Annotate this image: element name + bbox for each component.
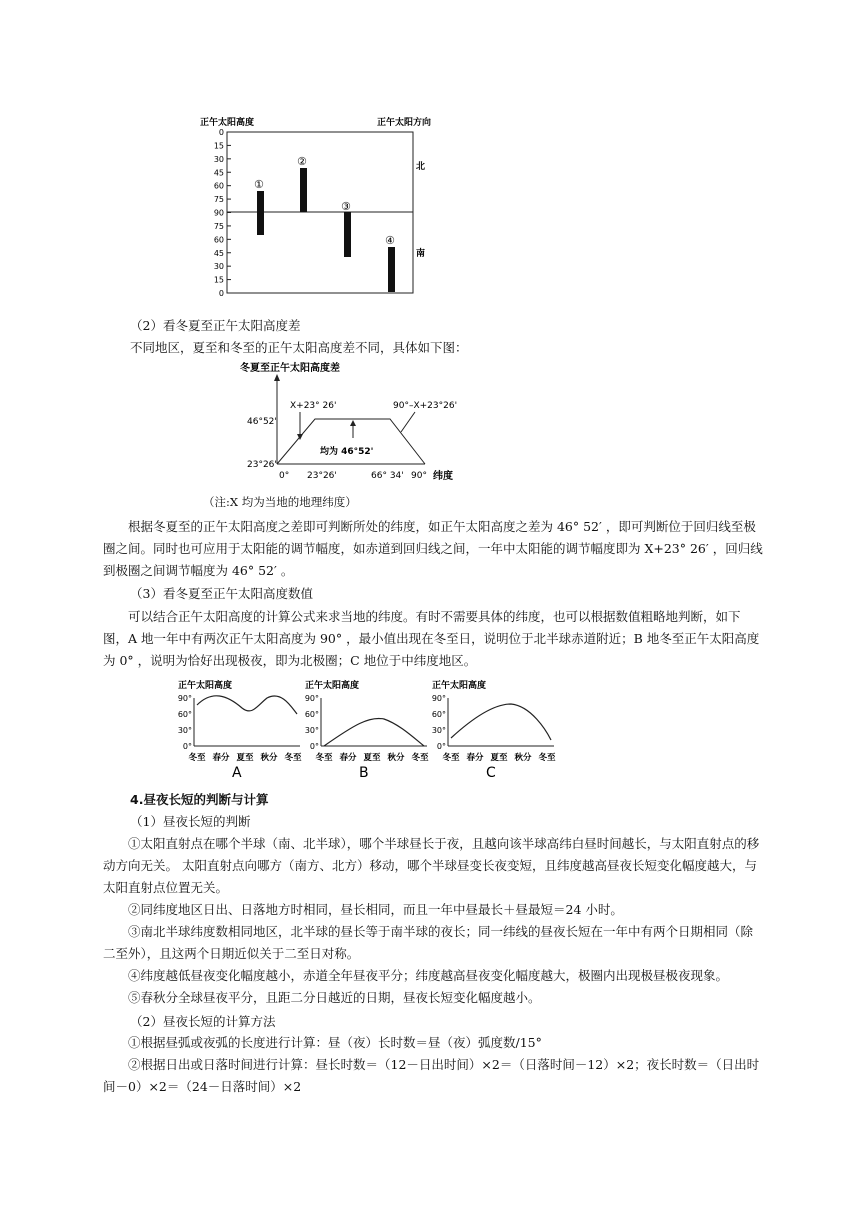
fig1-tick-label: 15 xyxy=(213,275,224,285)
fig3-panel-name: B xyxy=(359,765,369,780)
section2-heading: （2）看冬夏至正午太阳高度差 xyxy=(130,318,301,333)
fig1-bar-4-label: ④ xyxy=(385,234,395,247)
fig2-ytick-top: 46°52' xyxy=(247,417,277,427)
figure-solstice-altitude-difference xyxy=(235,358,495,490)
paragraph-solstice-difference-text: 根据冬夏至的正午太阳高度之差即可判断所处的纬度，如正午太阳高度之差为 46° 52′ ，即可判断位于回归线至极圈之间。同时也可应用于太阳能的调节幅度，如赤道到回归线之间，一年中太阳能的调节幅度即为 X+23° 26′ ，回归线到极圈之间调节幅度为 46° 52′ 。 xyxy=(103,519,763,578)
fig3-xtick: 冬至 xyxy=(442,753,460,763)
fig3-panel-name: A xyxy=(232,765,242,780)
fig3-xtick: 冬至 xyxy=(315,753,333,763)
item-4-text: ④纬度越低昼夜变化幅度越小，赤道全年昼夜平分；纬度越高昼夜变化幅度越大，极圈内出现极昼极夜现象。 xyxy=(128,968,729,983)
paragraph-solstice-values xyxy=(103,606,763,672)
item-5 xyxy=(103,987,763,1009)
fig1-bar-2 xyxy=(300,168,307,212)
fig3-ytick: 0° xyxy=(436,742,446,751)
fig1-tick-label: 75 xyxy=(213,195,224,205)
fig3-ytick: 0° xyxy=(182,742,192,751)
fig3-ylabel: 正午太阳高度 xyxy=(178,681,233,691)
fig3-ytick: 60° xyxy=(304,710,319,719)
fig1-tick-label: 60 xyxy=(213,181,224,191)
fig1-bar-3 xyxy=(344,212,351,257)
fig1-south: 南 xyxy=(416,249,426,259)
fig2-ann-mid-arrowhead xyxy=(350,420,356,426)
fig2-ann-right-pointer xyxy=(401,412,415,432)
fig3-ytick: 30° xyxy=(177,726,192,735)
fig1-tick-label: 30 xyxy=(213,262,224,272)
section3-heading: （3）看冬夏至正午太阳高度数值 xyxy=(130,586,313,601)
fig2-ytick-bottom: 23°26' xyxy=(247,460,277,470)
fig3-xtick: 夏至 xyxy=(490,753,508,763)
paragraph-solstice-difference xyxy=(103,516,763,582)
fig1-north: 北 xyxy=(416,162,426,172)
fig1-tick-label: 30 xyxy=(213,154,224,164)
fig2-xtick-0: 0° xyxy=(279,471,290,481)
fig2-xlabel: 纬度 xyxy=(433,471,453,482)
fig3-curve xyxy=(324,718,424,746)
fig3-xtick: 春分 xyxy=(212,753,230,763)
calc-1 xyxy=(103,1032,763,1054)
fig3-xtick: 秋分 xyxy=(387,753,405,763)
fig3-curve xyxy=(197,696,297,714)
item-1 xyxy=(103,833,763,899)
fig3-xtick: 冬至 xyxy=(188,753,206,763)
fig1-bar-1 xyxy=(257,191,264,235)
item-4 xyxy=(103,965,763,987)
fig1-tick-label: 45 xyxy=(213,168,224,178)
fig3-ylabel: 正午太阳高度 xyxy=(305,681,360,691)
paragraph-solstice-values-text: 可以结合正午太阳高度的计算公式来求当地的纬度。有时不需要具体的纬度，也可以根据数值粗略地判断，如下图，A 地一年中有两次正午太阳高度为 90° ，最小值出现在冬至日，说明位于北半球赤道附近；B 地冬至正午太阳高度为 0° ，说明为恰好出现极夜，即为北极圈；C 地位于中纬度地区。 xyxy=(103,609,760,668)
fig3-ytick: 0° xyxy=(309,742,319,751)
sub2-heading: （2）昼夜长短的计算方法 xyxy=(130,1014,276,1029)
fig3-panel-B xyxy=(305,679,429,780)
fig2-xtick-1: 23°26' xyxy=(307,471,337,481)
fig1-bar-3-label: ③ xyxy=(341,200,351,213)
fig3-ytick: 60° xyxy=(431,710,446,719)
fig1-tick-label: 45 xyxy=(213,248,224,258)
fig3-xtick: 夏至 xyxy=(236,753,254,763)
fig1-tick-label: 0 xyxy=(218,128,224,137)
fig2-xtick-2: 66° 34' xyxy=(371,471,404,481)
fig1-bar-4 xyxy=(388,247,395,292)
fig2-y-arrow xyxy=(274,374,280,381)
fig3-xtick: 秋分 xyxy=(260,753,278,763)
fig1-ylabel: 正午太阳高度 xyxy=(200,118,255,128)
fig2-ann-mid: 均为 46°52' xyxy=(320,447,374,457)
figure-annual-noon-altitude-curves xyxy=(170,676,570,780)
fig1-bar-1-label: ① xyxy=(254,178,264,191)
item-3 xyxy=(103,921,763,965)
fig3-ytick: 90° xyxy=(304,694,319,703)
fig3-xtick: 秋分 xyxy=(514,753,532,763)
fig3-ytick: 60° xyxy=(177,710,192,719)
sub1-heading: （1）昼夜长短的判断 xyxy=(130,814,251,829)
fig3-xtick: 冬至 xyxy=(284,753,302,763)
calc-2-text: ②根据日出或日落时间进行计算：昼长时数＝（12－日出时间）×2＝（日落时间－12）×2；夜长时数＝（日出时间－0）×2＝（24－日落时间）×2 xyxy=(103,1057,760,1094)
item-2 xyxy=(103,899,763,921)
fig3-panel-A xyxy=(178,679,302,780)
calc-1-text: ①根据昼弧或夜弧的长度进行计算：昼（夜）长时数＝昼（夜）弧度数/15° xyxy=(128,1035,542,1050)
fig2-ann-right: 90°–X+23°26' xyxy=(393,401,458,411)
fig3-ylabel: 正午太阳高度 xyxy=(432,681,487,691)
fig2-xtick-3: 90° xyxy=(411,471,427,481)
fig1-right-label: 正午太阳方向 xyxy=(377,118,432,128)
fig3-curve xyxy=(451,704,551,740)
fig2-ann-left: X+23° 26' xyxy=(290,401,337,411)
fig2-title: 冬夏至正午太阳高度差 xyxy=(240,363,340,374)
fig3-xtick: 冬至 xyxy=(538,753,556,763)
fig3-ytick: 90° xyxy=(177,694,192,703)
item-1-text: ①太阳直射点在哪个半球（南、北半球），哪个半球昼长于夜，且越向该半球高纬白昼时间越长，与太阳直射点的移动方向无关。 太阳直射点向哪方（南方、北方）移动，哪个半球昼变长夜变短，且纬度越高昼夜长短变化幅度越大，与太阳直射点位置无关。 xyxy=(103,836,760,895)
fig3-xtick: 春分 xyxy=(339,753,357,763)
fig1-tick-label: 90 xyxy=(213,208,224,218)
section4-title: 4.昼夜长短的判断与计算 xyxy=(130,792,269,807)
fig3-ytick: 30° xyxy=(431,726,446,735)
fig3-ytick: 30° xyxy=(304,726,319,735)
fig1-tick-label: 60 xyxy=(213,235,224,245)
calc-2 xyxy=(103,1054,763,1098)
section2-intro: 不同地区，夏至和冬至的正午太阳高度差不同，具体如下图： xyxy=(130,340,468,355)
fig1-tick-label: 15 xyxy=(213,141,224,151)
fig3-xtick: 夏至 xyxy=(363,753,381,763)
item-3-text: ③南北半球纬度数相同地区，北半球的昼长等于南半球的夜长；同一纬线的昼夜长短在一年中有两个日期相同（除二至外），且这两个日期近似关于二至日对称。 xyxy=(103,924,754,961)
item-2-text: ②同纬度地区日出、日落地方时相同，昼长相同，而且一年中昼最长＋昼最短＝24 小时。 xyxy=(128,902,623,917)
fig3-xtick: 冬至 xyxy=(411,753,429,763)
item-5-text: ⑤春秋分全球昼夜平分，且距二分日越近的日期，昼夜长短变化幅度越小。 xyxy=(128,990,541,1005)
fig1-tick-label: 0 xyxy=(218,289,224,298)
fig3-panel-C xyxy=(432,679,556,780)
figure-noon-sun-altitude-bars xyxy=(195,112,455,304)
fig3-xtick: 春分 xyxy=(466,753,484,763)
fig1-tick-label: 75 xyxy=(213,221,224,231)
fig3-panel-name: C xyxy=(486,765,496,780)
fig1-bar-2-label: ② xyxy=(297,155,307,168)
fig3-ytick: 90° xyxy=(431,694,446,703)
fig2-note: （注:X 均为当地的地理纬度） xyxy=(203,495,357,509)
